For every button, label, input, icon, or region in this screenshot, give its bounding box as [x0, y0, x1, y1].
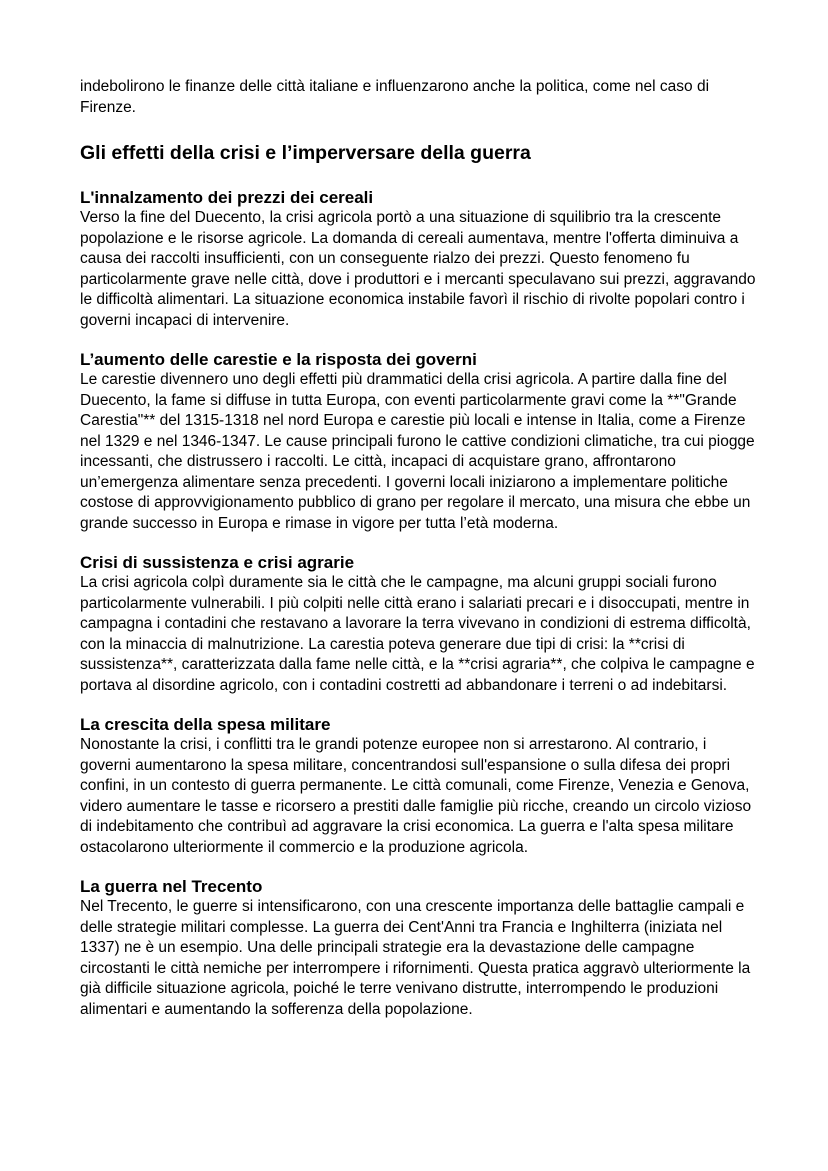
section-body: Le carestie divennero uno degli effetti più drammatici della crisi agricola. A partire dalla fine del Duecento, la fame si diffuse in tutta Europa, con eventi particolarmente gravi come la **"Grande Carestia"** del 1315-1318 nel nord Europa e carestie più locali e intense in Italia, come a Firenze nel 1329 e nel 1346-1347. Le cause principali furono le cattive condizioni climatiche, tra cui piogge incessanti, che distrussero i raccolti. Le città, incapaci di acquistare grano, affrontarono un’emergenza alimentare senza precedenti. I governi locali iniziarono a implementare politiche costose di approvvigionamento pubblico di grano per regolare il mercato, una misura che ebbe un grande successo in Europa e rimase in vigore per tutta l’età moderna. — [80, 371, 755, 532]
intro-paragraph: indebolirono le finanze delle città italiane e influenzarono anche la politica, come nel caso di Firenze. — [80, 78, 710, 116]
section-body: Nel Trecento, le guerre si intensificarono, con una crescente importanza delle battaglie campali e delle strategie militari complesse. La guerra dei Cent'Anni tra Francia e Inghilterra (iniziata nel 1337) ne è un esempio. Una delle principali strategie era la devastazione delle campagne circostanti le città nemiche per interrompere i rifornimenti. Questa pratica aggravò ulteriormente la già difficile situazione agricola, poiché le terre venivano distrutte, interrompendo le produzioni alimentari e aumentando la sofferenza della popolazione. — [80, 898, 751, 1018]
section-heading: Crisi di sussistenza e crisi agrarie — [80, 553, 355, 572]
document-page — [80, 77, 760, 1020]
section-body: La crisi agricola colpì duramente sia le città che le campagne, ma alcuni gruppi sociali furono particolarmente vulnerabili. I più colpiti nelle città erano i salariati precari e i disoccupati, mentre in campagna i contadini che restavano a lavorare la terra vivevano in condizioni di estrema difficoltà, con la minaccia di malnutrizione. La carestia poteva generare due tipi di crisi: la **crisi di sussistenza**, caratterizzata dalla fame nelle città, e la **crisi agraria**, che colpiva le campagne e portava al disordine agricolo, con i contadini costretti ad abbandonare i terreni o ad indebitarsi. — [80, 574, 755, 694]
section-grain-prices — [80, 187, 760, 331]
section-war-trecento — [80, 876, 760, 1020]
section-body: Nonostante la crisi, i conflitti tra le grandi potenze europee non si arrestarono. Al contrario, i governi aumentarono la spesa militare, concentrandosi sull'espansione o sulla difesa dei propri confini, in un contesto di guerra permanente. Le città comunali, come Firenze, Venezia e Genova, videro aumentare le tasse e ricorsero a prestiti dalle famiglie più ricche, creando un circolo vizioso di indebitamento che contribuì ad aggravare la crisi economica. La guerra e l'alta spesa militare ostacolarono ulteriormente il commercio e la produzione agricola. — [80, 736, 752, 856]
section-heading: L'innalzamento dei prezzi dei cereali — [80, 188, 374, 207]
section-subsistence-crisis — [80, 552, 760, 696]
section-body: Verso la fine del Duecento, la crisi agricola portò a una situazione di squilibrio tra la crescente popolazione e le risorse agricole. La domanda di cereali aumentava, mentre l'offerta diminuiva a causa dei raccolti insufficienti, con un conseguente rialzo dei prezzi. Questo fenomeno fu particolarmente grave nelle città, dove i produttori e i mercanti speculavano sui prezzi, aggravando le difficoltà alimentari. La situazione economica instabile favorì il rischio di rivolte popolari contro i governi incapaci di intervenire. — [80, 209, 756, 329]
section-famines — [80, 349, 760, 534]
section-military-spending — [80, 714, 760, 858]
chapter-title: Gli effetti della crisi e l’imperversare della guerra — [80, 142, 531, 164]
section-heading: La crescita della spesa militare — [80, 715, 331, 734]
section-heading: La guerra nel Trecento — [80, 877, 263, 896]
section-heading: L’aumento delle carestie e la risposta dei governi — [80, 350, 477, 369]
